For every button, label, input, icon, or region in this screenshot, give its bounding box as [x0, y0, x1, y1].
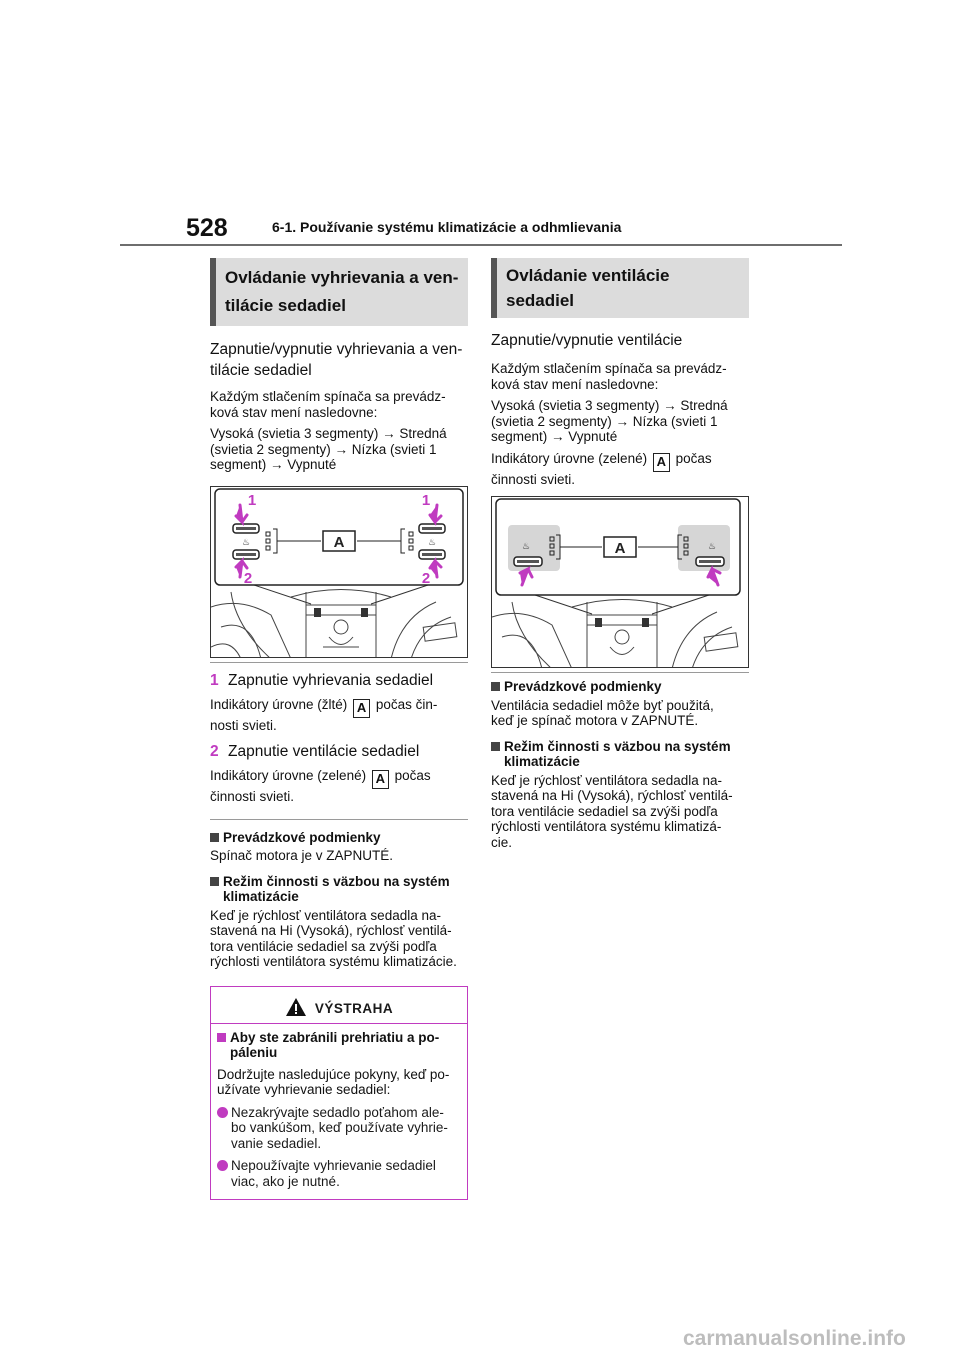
square-bullet-icon	[210, 833, 219, 842]
condition-title	[504, 739, 731, 770]
condition-heading	[491, 739, 749, 770]
text-line: Dodržujte nasledujúce pokyny, keď po-	[217, 1066, 450, 1082]
text-line: Vysoká (svietia 3 segmenty) → Stredná	[491, 398, 728, 413]
condition-title: Prevádzkové podmienky	[223, 829, 381, 845]
square-bullet-icon	[491, 742, 500, 751]
indicator-text	[491, 451, 749, 488]
condition-heading	[210, 830, 468, 846]
watermark: carmanualsonline.info	[683, 1327, 906, 1350]
text-line: Režim činnosti s väzbou na systém	[223, 873, 450, 889]
text-line: užívate vyhrievanie sedadiel:	[217, 1082, 391, 1097]
svg-text:♨: ♨	[241, 536, 251, 547]
text-line: rýchlosti ventilátora systému klimatizácie.	[210, 954, 457, 969]
text-line: bo vankúšom, keď používate vyhrie-	[231, 1120, 448, 1135]
item-title: Zapnutie vyhrievania sedadiel	[228, 671, 434, 689]
figure-rule	[491, 672, 749, 673]
text-span: počas	[394, 768, 431, 783]
svg-text:♨: ♨	[707, 541, 717, 551]
text-line: Keď je rýchlosť ventilátora sedadla na-	[491, 772, 722, 788]
bullet-text	[231, 1105, 448, 1152]
chapter-title: 6-1. Používanie systému klimatizácie a odhmlievania	[272, 219, 622, 235]
text-line	[210, 697, 468, 718]
text-line: vanie sedadiel.	[231, 1135, 322, 1151]
text-line: klimatizácie	[223, 889, 299, 904]
condition-text	[491, 773, 749, 851]
mode-sequence	[210, 426, 468, 473]
intro-text	[491, 361, 749, 392]
item-2-heading	[210, 742, 468, 762]
text-line	[491, 451, 749, 472]
intro-text	[210, 389, 468, 420]
text-line: ková stav mení nasledovne:	[491, 376, 659, 392]
dashboard-illustration	[492, 497, 749, 668]
text-line: Nepoužívajte vyhrievanie sedadiel	[231, 1158, 436, 1173]
svg-text:♨: ♨	[427, 536, 437, 547]
text-line: rýchlosti ventilátora systému klimatizá-	[491, 819, 722, 834]
warning-body	[211, 1030, 467, 1190]
text-line: nosti svieti.	[210, 717, 277, 733]
warning-subheading	[217, 1030, 461, 1061]
seat-switch-figure-right	[491, 496, 749, 668]
text-line: (svietia 2 segmenty) → Nízka (svieti 1	[210, 441, 437, 457]
header-rule	[120, 244, 842, 246]
subheading-ventilation: Zapnutie/vypnutie ventilácie	[491, 332, 683, 349]
heading-line: tilácie sedadiel	[225, 296, 346, 315]
sub-line: Zapnutie/vypnutie vyhrievania a ven-	[210, 341, 463, 358]
text-line: Každým stlačením spínača sa prevádz-	[210, 389, 446, 404]
condition-text: Spínač motora je v ZAPNUTÉ.	[210, 848, 394, 863]
square-bullet-icon	[491, 682, 500, 691]
text-line: činnosti svieti.	[210, 789, 295, 804]
text-line: Vysoká (svietia 3 segmenty) → Stredná	[210, 426, 447, 441]
text-line: tora ventilácie sedadiel sa zvýši podľa	[210, 938, 437, 954]
subheading-heating-ventilation	[210, 339, 468, 381]
text-span: počas	[675, 450, 712, 466]
callout-2-left: 2	[243, 569, 253, 587]
text-span: Indikátory úrovne (žlté)	[210, 696, 348, 712]
text-line: keď je spínač motora v ZAPNUTÉ.	[491, 713, 699, 728]
indicator-badge: A	[653, 453, 670, 472]
callout-1-left: 1	[247, 491, 257, 509]
item-2-text	[210, 768, 468, 805]
circle-bullet-icon	[217, 1107, 228, 1118]
warning-icon	[285, 997, 307, 1017]
dashboard-illustration	[211, 487, 468, 658]
text-line: ková stav mení nasledovne:	[210, 404, 378, 420]
item-number: 1	[210, 671, 219, 689]
item-1-text	[210, 697, 468, 734]
text-line	[210, 768, 468, 789]
text-line: činnosti svieti.	[491, 471, 576, 487]
page-number: 528	[186, 214, 228, 242]
section-divider	[210, 819, 468, 820]
warning-box	[210, 986, 468, 1201]
text-span: Indikátory úrovne (zelené)	[210, 768, 367, 783]
text-line: Keď je rýchlosť ventilátora sedadla na-	[210, 907, 441, 923]
warning-rule	[211, 1023, 467, 1024]
mode-sequence	[491, 398, 749, 445]
text-line: cie.	[491, 834, 513, 850]
text-line: Nezakrývajte sedadlo poťahom ale-	[231, 1104, 444, 1120]
warning-text	[217, 1067, 461, 1098]
condition-title: Prevádzkové podmienky	[504, 679, 662, 694]
text-line: stavená na Hi (Vysoká), rýchlosť ventilá-	[491, 788, 733, 803]
text-line: segment) → Vypnuté	[210, 457, 337, 472]
text-line: segment) → Vypnuté	[491, 429, 618, 444]
text-line: viac, ako je nutné.	[231, 1173, 340, 1189]
square-bullet-icon	[210, 877, 219, 886]
text-span: počas čin-	[375, 696, 438, 712]
condition-text	[210, 908, 468, 970]
text-line: tora ventilácie sedadiel sa zvýši podľa	[491, 803, 718, 819]
callout-2-right: 2	[421, 569, 431, 587]
figure-rule	[210, 662, 468, 663]
left-column	[210, 258, 468, 1200]
right-column	[491, 258, 749, 850]
heading-line: Ovládanie vyhrievania a ven-	[225, 268, 459, 287]
square-bullet-icon	[217, 1033, 226, 1042]
condition-heading	[491, 679, 749, 695]
indicator-badge: A	[372, 770, 389, 789]
text-line: (svietia 2 segmenty) → Nízka (svieti 1	[491, 413, 718, 429]
text-span: Indikátory úrovne (zelené)	[491, 450, 648, 466]
callout-1-right: 1	[421, 491, 431, 509]
warning-subheading-text	[230, 1030, 439, 1061]
sub-line: tilácie sedadiel	[210, 362, 312, 379]
seat-switch-figure-left	[210, 486, 468, 658]
bullet-text	[231, 1158, 436, 1189]
text-line: Režim činnosti s väzbou na systém	[504, 738, 731, 754]
text-line: Aby ste zabránili prehriatiu a po-	[230, 1029, 440, 1045]
section-heading-heating	[210, 258, 468, 326]
item-number: 2	[210, 743, 219, 760]
condition-text	[491, 698, 749, 729]
condition-title	[223, 874, 450, 905]
indicator-badge: A	[353, 699, 370, 718]
circle-bullet-icon	[217, 1160, 228, 1171]
text-line: stavená na Hi (Vysoká), rýchlosť ventilá-	[210, 923, 452, 938]
section-heading-ventilation: Ovládanie ventilácie sedadiel	[491, 258, 749, 318]
svg-text:♨: ♨	[521, 541, 531, 551]
warning-bullet	[217, 1105, 461, 1152]
warning-title-text: VÝSTRAHA	[314, 1000, 394, 1016]
item-title: Zapnutie ventilácie sedadiel	[228, 743, 420, 760]
label-a: A	[333, 533, 345, 551]
warning-bullet	[217, 1158, 461, 1189]
text-line: klimatizácie	[504, 754, 580, 769]
warning-title	[211, 987, 467, 1023]
text-line: Ventilácia sedadiel môže byť použitá,	[491, 697, 714, 713]
text-line: páleniu	[230, 1045, 278, 1060]
label-a: A	[614, 540, 626, 557]
condition-heading	[210, 874, 468, 905]
text-line: Každým stlačením spínača sa prevádz-	[491, 361, 727, 376]
item-1-heading	[210, 671, 468, 691]
